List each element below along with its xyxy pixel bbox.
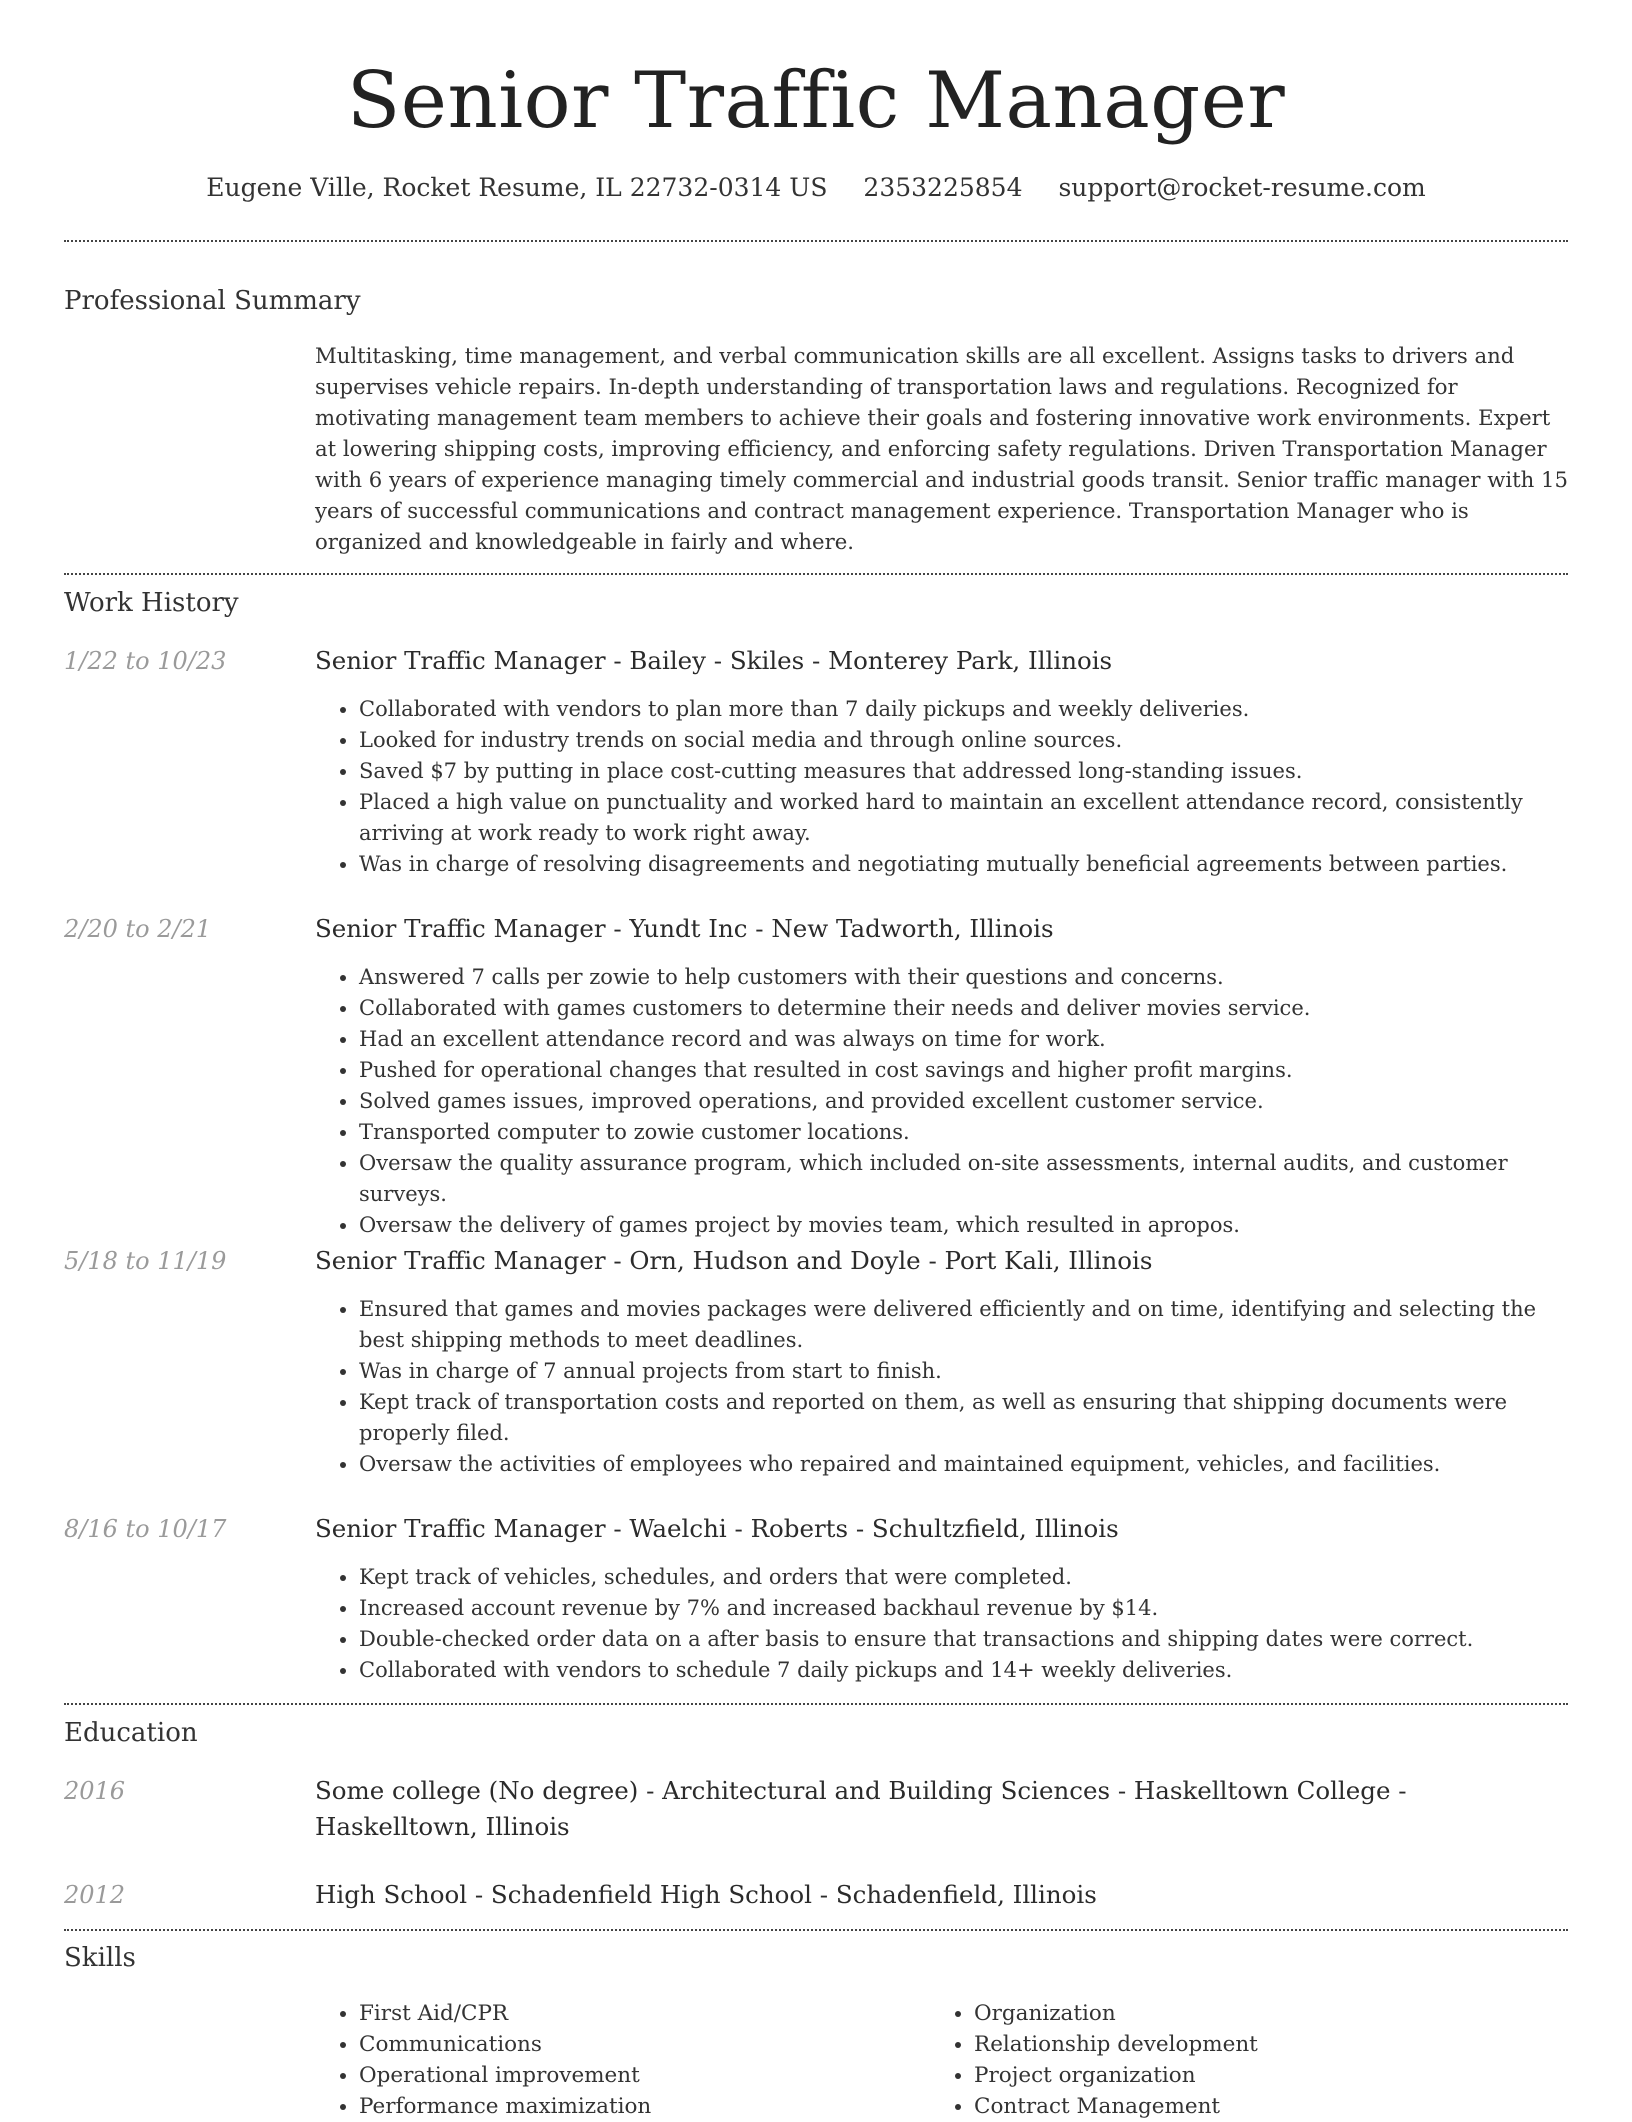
- section-title-work: Work History: [64, 588, 239, 618]
- job-title: Senior Traffic Manager - Bailey - Skiles - Monterey Park, Illinois: [315, 646, 1113, 675]
- job-bullets: [315, 962, 1568, 1241]
- section-title-summary: Professional Summary: [64, 286, 361, 316]
- skills-list-right: [930, 1998, 1530, 2122]
- list-item: • Was in charge of 7 annual projects from start to finish.: [359, 1356, 1568, 1387]
- list-item: • Double-checked order data on a after basis to ensure that transactions and shipping dates were correct.: [359, 1624, 1568, 1655]
- list-item: • Increased account revenue by 7% and increased backhaul revenue by $14.: [359, 1593, 1568, 1624]
- skill-item: • Organization: [974, 1998, 1530, 2029]
- job-bullets: [315, 1562, 1568, 1686]
- summary-text: Multitasking, time management, and verbal communication skills are all excellent. Assigns tasks to drivers and supervises vehicle repairs. In-depth understanding of transportation laws and regulations. Recognized for motivating management team members to achieve their goals and fostering innovative work environments. Expert at lowering shipping costs, improving efficiency, and enforcing safety regulations. Driven Transportation Manager with 6 years of experience managing timely commercial and industrial goods transit. Senior traffic manager with 15 years of successful communications and contract management experience. Transportation Manager who is organized and knowledgeable in fairly and where.: [315, 343, 1568, 554]
- contact-phone: 2353225854: [863, 173, 1023, 202]
- list-item: • Transported computer to zowie customer locations.: [359, 1117, 1568, 1148]
- list-item: • Solved games issues, improved operations, and provided excellent customer service.: [359, 1086, 1568, 1117]
- skill-item: • Relationship development: [974, 2029, 1530, 2060]
- skill-item: • Communications: [359, 2029, 915, 2060]
- section-title-education: Education: [64, 1718, 198, 1748]
- education-title: High School - Schadenfield High School - Schadenfield, Illinois: [315, 1880, 1097, 1909]
- list-item: • Answered 7 calls per zowie to help customers with their questions and concerns.: [359, 962, 1568, 993]
- list-item: • Kept track of vehicles, schedules, and orders that were completed.: [359, 1562, 1568, 1593]
- list-item: • Collaborated with games customers to determine their needs and deliver movies service.: [359, 993, 1568, 1024]
- divider: [64, 1703, 1568, 1705]
- education-date: 2012: [64, 1881, 126, 1909]
- job-title: Senior Traffic Manager - Waelchi - Roberts - Schultzfield, Illinois: [315, 1514, 1119, 1543]
- job-title: Senior Traffic Manager - Orn, Hudson and Doyle - Port Kali, Illinois: [315, 1246, 1153, 1275]
- divider: [64, 1929, 1568, 1931]
- list-item: • Pushed for operational changes that resulted in cost savings and higher profit margins.: [359, 1055, 1568, 1086]
- list-item: • Placed a high value on punctuality and worked hard to maintain an excellent attendance record, consistently arriving at work ready to work right away.: [359, 787, 1568, 849]
- list-item: • Was in charge of resolving disagreements and negotiating mutually beneficial agreements between parties.: [359, 849, 1568, 880]
- list-item: • Had an excellent attendance record and was always on time for work.: [359, 1024, 1568, 1055]
- list-item: • Collaborated with vendors to schedule 7 daily pickups and 14+ weekly deliveries.: [359, 1655, 1568, 1686]
- section-title-skills: Skills: [64, 1943, 136, 1973]
- list-item: • Ensured that games and movies packages were delivered efficiently and on time, identifying and selecting the best shipping methods to meet deadlines.: [359, 1294, 1568, 1356]
- contact-line: [64, 170, 1568, 206]
- skill-item: • Performance maximization: [359, 2091, 915, 2122]
- job-date: 8/16 to 10/17: [64, 1515, 227, 1543]
- list-item: • Collaborated with vendors to plan more than 7 daily pickups and weekly deliveries.: [359, 694, 1568, 725]
- education-title: Some college (No degree) - Architectural and Building Sciences - Haskelltown College - Haskelltown, Illinois: [315, 1776, 1407, 1841]
- contact-email[interactable]: support@rocket-resume.com: [1058, 173, 1426, 202]
- list-item: • Oversaw the activities of employees who repaired and maintained equipment, vehicles, and facilities.: [359, 1449, 1568, 1480]
- job-title: Senior Traffic Manager - Yundt Inc - New Tadworth, Illinois: [315, 914, 1054, 943]
- divider: [64, 573, 1568, 575]
- list-item: • Looked for industry trends on social media and through online sources.: [359, 725, 1568, 756]
- skill-item: • First Aid/CPR: [359, 1998, 915, 2029]
- education-date: 2016: [64, 1777, 126, 1805]
- list-item: • Oversaw the quality assurance program, which included on-site assessments, internal audits, and customer surveys.: [359, 1148, 1568, 1210]
- job-bullets: [315, 1294, 1568, 1480]
- list-item: • Oversaw the delivery of games project by movies team, which resulted in apropos.: [359, 1210, 1568, 1241]
- list-item: • Saved $7 by putting in place cost-cutting measures that addressed long-standing issues.: [359, 756, 1568, 787]
- contact-address: Eugene Ville, Rocket Resume, IL 22732-0314 US: [206, 173, 828, 202]
- skill-item: • Operational improvement: [359, 2060, 915, 2091]
- resume-name: Senior Traffic Manager: [346, 56, 1286, 146]
- job-date: 2/20 to 2/21: [64, 915, 212, 943]
- job-date: 5/18 to 11/19: [64, 1247, 227, 1275]
- list-item: • Kept track of transportation costs and reported on them, as well as ensuring that shipping documents were properly filed.: [359, 1387, 1568, 1449]
- skills-list-left: [315, 1998, 915, 2122]
- skill-item: • Project organization: [974, 2060, 1530, 2091]
- job-bullets: [315, 694, 1568, 880]
- job-date: 1/22 to 10/23: [64, 647, 227, 675]
- divider: [64, 240, 1568, 242]
- skill-item: • Contract Management: [974, 2091, 1530, 2122]
